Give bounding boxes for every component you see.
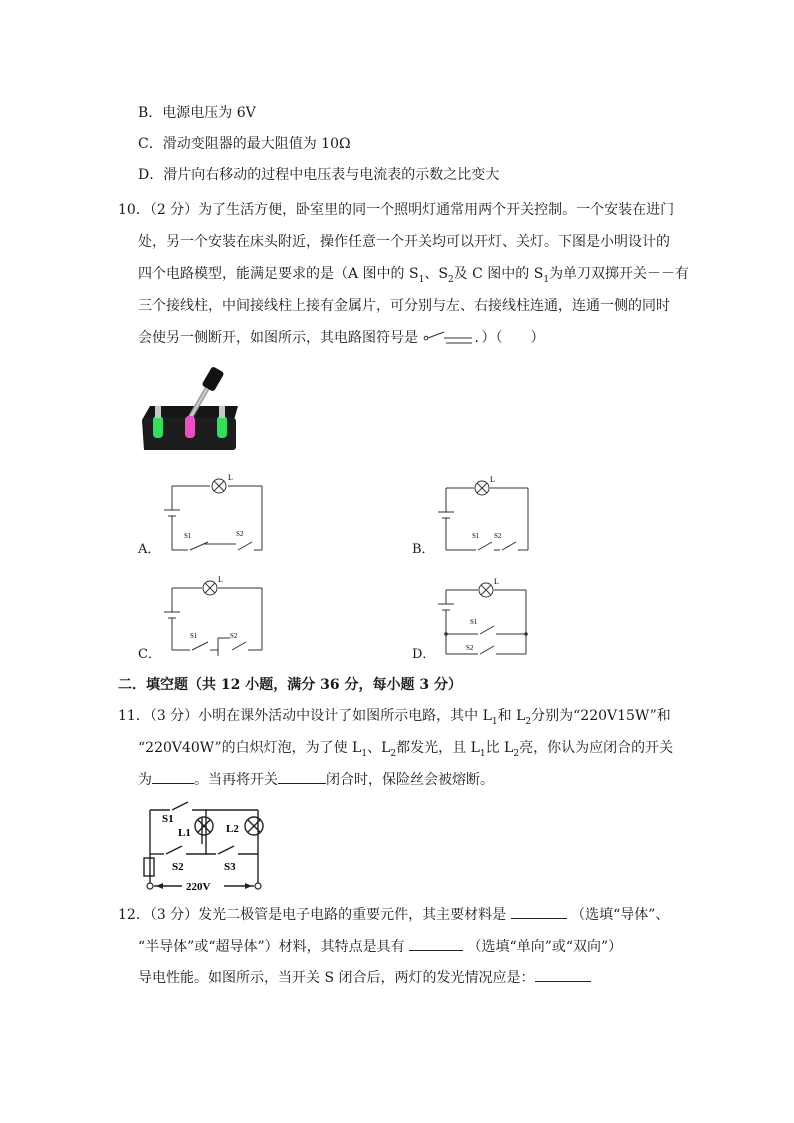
q11-line-2-text-d: 比 L	[485, 740, 514, 756]
s2-label: S2	[494, 532, 502, 540]
s2-label: S2	[230, 632, 238, 640]
subscript: 2	[513, 748, 520, 759]
q10-line-1: 10．（2 分）为了生活方便，卧室里的同一个照明灯通常用两个开关控制。一个安装在进门	[118, 202, 675, 218]
q11-circuit-diagram	[136, 796, 276, 900]
voltage-label: 220V	[186, 881, 211, 893]
q12-line-3	[138, 967, 591, 988]
s1-label: S1	[190, 632, 198, 640]
q9-option-d: D．滑片向右移动的过程中电压表与电流表的示数之比变大	[138, 167, 500, 183]
q11-line-2-text-a: “220V40W”的白炽灯泡，为了使 L	[138, 740, 362, 756]
q12-line-3-text: 导电性能。如图所示，当开关 S 闭合后，两灯的发光情况应是：	[138, 970, 535, 986]
subscript: 1	[491, 716, 498, 727]
q10-line-3-text-d: 为单刀双掷开关－－有	[549, 266, 690, 282]
q12-line-2	[138, 936, 622, 957]
subscript: 2	[447, 274, 454, 285]
s1-label: S1	[472, 532, 480, 540]
option-b-label: B．	[412, 542, 435, 557]
s2-label: S2	[466, 644, 474, 652]
s3-label: S3	[224, 861, 236, 873]
q12-line-1	[118, 904, 669, 925]
q10-line-5-text-a: 会使另一侧断开，如图所示，其电路图符号是	[138, 330, 418, 346]
option-d-label: D．	[412, 647, 436, 662]
l1-label: L1	[178, 827, 191, 839]
q11-line-1-text-b: 和 L	[497, 708, 526, 724]
q11-line-3	[138, 769, 494, 790]
subscript: 2	[390, 748, 397, 759]
q12-line-2-text-b: （选填“单向”或“双向”）	[467, 939, 623, 955]
q12-line-2-text-a: “半导体”或“超导体”）材料，其特点是具有	[138, 939, 405, 955]
q9-option-b: B．电源电压为 6V	[138, 105, 256, 121]
lamp-label: L	[494, 577, 499, 586]
q10-line-5	[138, 328, 544, 348]
subscript: 1	[479, 748, 486, 759]
circuit-a-diagram	[160, 470, 270, 558]
q10-line-3	[138, 264, 689, 290]
q11-line-2-text-c: 都发光，且 L	[396, 740, 480, 756]
q10-line-3-text-c: 及 C 图中的 S	[453, 266, 544, 282]
l2-label: L2	[226, 823, 239, 835]
s1-label: S1	[184, 532, 192, 540]
q10-line-2: 处，另一个安装在床头附近，操作任意一个开关均可以开灯、关灯。下图是小明设计的	[138, 234, 670, 250]
q11-line-1-text-c: 分别为“220V15W”和	[531, 708, 671, 724]
q12-line-1-text-a: 12．（3 分）发光二极管是电子电路的重要元件，其主要材料是	[118, 907, 507, 923]
q11-line-3-text-b: 。当再将开关	[194, 772, 278, 788]
subscript: 1	[361, 748, 368, 759]
spdt-switch-symbol	[422, 330, 474, 346]
q11-line-1-text-a: 11．（3 分）小明在课外活动中设计了如图所示电路，其中 L	[118, 708, 492, 724]
answer-blank[interactable]	[278, 769, 326, 784]
q10-line-4: 三个接线柱，中间接线柱上接有金属片，可分别与左、右接线柱连通，连通一侧的同时	[138, 298, 670, 314]
answer-blank[interactable]	[409, 936, 463, 951]
q12-line-1-text-b: （选填“导体”、	[571, 907, 670, 923]
q11-line-1	[118, 706, 671, 732]
lamp-label: L	[228, 473, 233, 482]
lamp-label: L	[218, 575, 223, 584]
s1-label: S1	[162, 813, 174, 825]
q11-line-3-text-a: 为	[138, 772, 152, 788]
answer-blank[interactable]	[535, 967, 591, 982]
section-2-title: 二．填空题（共 12 小题，满分 36 分，每小题 3 分）	[118, 677, 462, 693]
s2-label: S2	[172, 861, 184, 873]
q11-line-2	[138, 738, 673, 764]
answer-blank[interactable]	[152, 769, 194, 784]
lamp-label: L	[490, 475, 495, 484]
knife-switch-photo	[138, 362, 240, 454]
circuit-d-diagram	[434, 574, 534, 664]
q10-line-3-text-a: 四个电路模型，能满足要求的是（A 图中的 S	[138, 266, 419, 282]
q9-option-c: C．滑动变阻器的最大阻值为 10Ω	[138, 136, 351, 152]
q11-line-2-text-e: 亮，你认为应闭合的开关	[519, 740, 674, 756]
s1-label: S1	[470, 618, 478, 626]
subscript: 2	[525, 716, 532, 727]
circuit-b-diagram	[434, 472, 534, 560]
s2-label: S2	[236, 530, 244, 538]
q11-line-2-text-b: 、L	[367, 740, 391, 756]
subscript: 1	[543, 274, 550, 285]
circuit-c-diagram	[160, 572, 270, 662]
subscript: 1	[418, 274, 425, 285]
q10-line-3-text-b: 、S	[424, 266, 448, 282]
option-a-label: A．	[138, 542, 161, 557]
q11-line-3-text-c: 闭合时，保险丝会被熔断。	[326, 772, 494, 788]
answer-blank[interactable]	[511, 904, 567, 919]
option-c-label: C．	[138, 647, 161, 662]
q10-line-5-text-b: ．）（ ）	[474, 330, 545, 346]
